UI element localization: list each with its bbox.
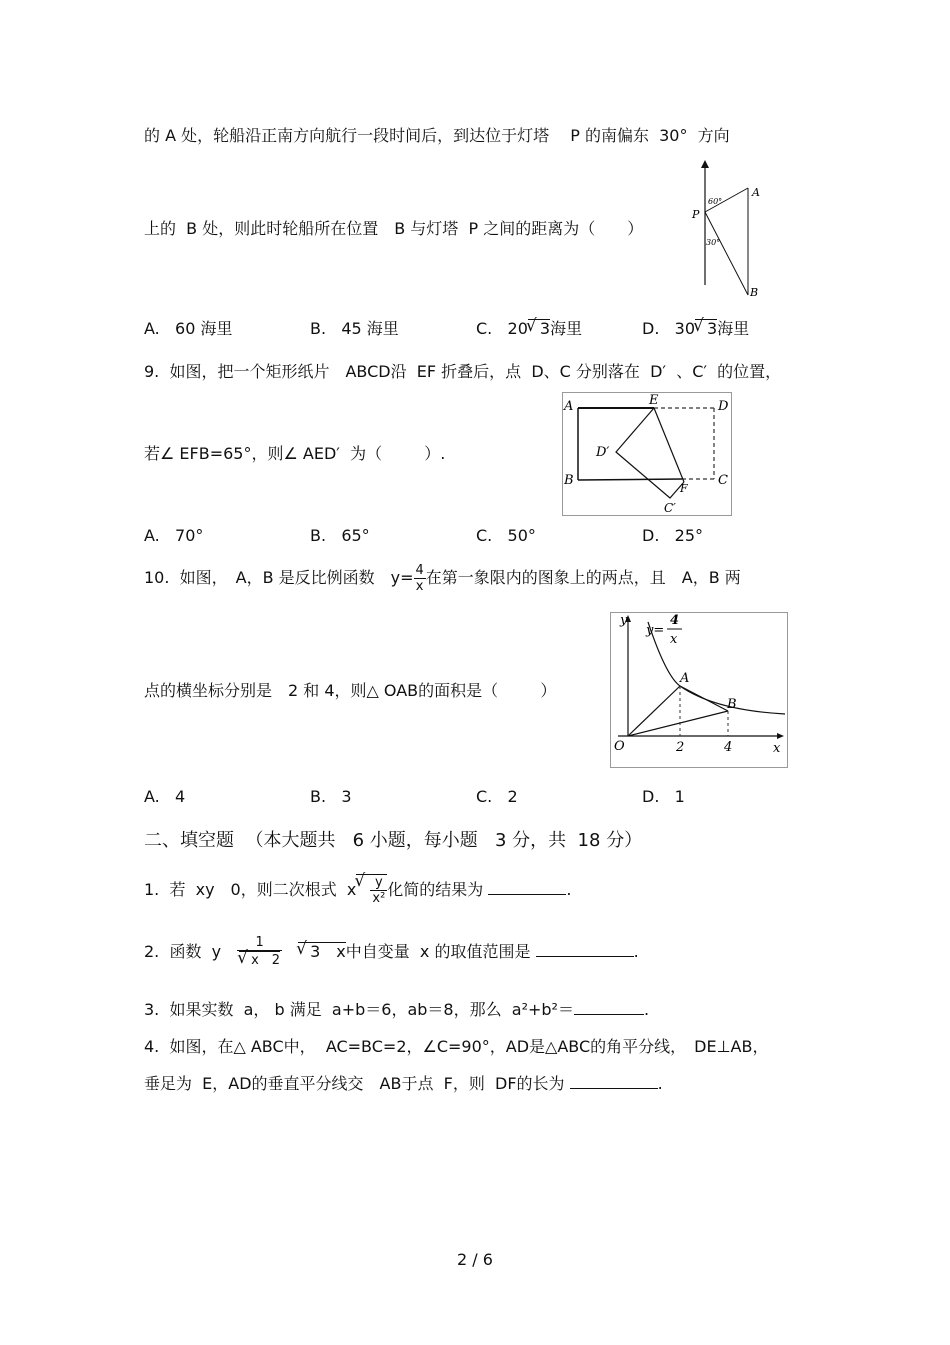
q10-curve-eq: y= [646, 623, 665, 638]
q9-label-a: A [564, 399, 574, 414]
q8-label-b: B [750, 286, 759, 299]
hyperbola-curve [648, 622, 785, 714]
q10-option-b: B. 3 [310, 787, 352, 806]
q10-figure [610, 612, 788, 768]
q10-tick-4: 4 [724, 740, 733, 755]
q10-label-o: O [614, 739, 625, 754]
q10-fraction: $\frac{4}{x}$ [415, 563, 424, 594]
q9-label-d: D [718, 399, 729, 414]
q10-line-2: 点的横坐标分别是 2 和 4，则△ OAB的面积是（ ） [144, 681, 557, 700]
fill-q1: 1. 若 xy 0，则二次根式 x √ $\frac{y}{\text{x²}}$ 化简的结果为 . [144, 872, 571, 908]
q9-option-c: C. 50° [476, 526, 536, 545]
q8-label-p: P [692, 208, 700, 221]
fill-q3-blank [574, 1000, 644, 1015]
q8-option-a: A. 60 海里 [144, 319, 233, 338]
q9-label-c: C [718, 473, 728, 488]
q8-option-d: D. 30√ 3海里 [642, 319, 749, 339]
q9-label-e: E [649, 393, 659, 408]
q10-label-b: B [727, 697, 737, 712]
q10-curve-den: x [670, 632, 678, 647]
x-axis-arrow-icon [777, 733, 784, 739]
q9-option-d: D. 25° [642, 526, 704, 545]
q10-option-a: A. 4 [144, 787, 186, 806]
section-2-title: 二、填空题 （本大题共 6 小题，每小题 3 分，共 18 分） [144, 830, 643, 851]
q10-option-d: D. 1 [642, 787, 685, 806]
q8-angle-60: 60° [708, 197, 723, 206]
q8-line-1: 的 A 处，轮船沿正南方向航行一段时间后，到达位于灯塔 P 的南偏东 30° 方向 [144, 126, 730, 145]
page-number: 2 / 6 [457, 1250, 493, 1269]
fill-q1-blank [488, 880, 566, 895]
q9-option-b: B. 65° [310, 526, 370, 545]
q8-option-c: C. 20√ 3海里 [476, 319, 582, 339]
north-arrow-icon [701, 160, 709, 168]
q10-label-x: x [773, 741, 781, 756]
fill-q4-line-2: 垂足为 E，AD的垂直平分线交 AB于点 F，则 DF的长为 . [144, 1074, 663, 1093]
q8-label-a: A [752, 186, 760, 199]
q9-option-a: A. 70° [144, 526, 204, 545]
fill-q4-blank [570, 1074, 658, 1089]
fill-q2: 2. 函数 y 1 √ x 2 √ 3 x中自变量 x 的取值范围是 . [144, 930, 639, 974]
q10-line-1: 10. 如图， A，B 是反比例函数 y= $\frac{4}{x}$ 在第一象限内的图象上的两点，且 A，B 两 [144, 563, 741, 594]
q9-label-f: F [680, 482, 688, 495]
q8-angle-30: 30° [706, 238, 721, 247]
q10-label-a: A [680, 671, 690, 686]
q9-line-1: 9. 如图，把一个矩形纸片 ABCD沿 EF 折叠后，点 D、C 分别落在 D′ 、C′ 的位置， [144, 362, 782, 381]
q8-figure [690, 160, 780, 305]
q9-label-dprime: D′ [596, 445, 610, 460]
q8-option-b: B. 45 海里 [310, 319, 399, 338]
q9-label-cprime: C′ [664, 501, 676, 515]
q9-line-2: 若∠ EFB=65°，则∠ AED′ 为（ ）. [144, 444, 446, 463]
q10-tick-2: 2 [676, 740, 685, 755]
q10-label-y: y [620, 613, 628, 628]
q10-option-c: C. 2 [476, 787, 518, 806]
fill-q4-line-1: 4. 如图，在△ ABC中， AC=BC=2，∠C=90°，AD是△ABC的角平分线， DE⊥AB， [144, 1037, 769, 1056]
q10-curve-num: 4 [670, 613, 680, 628]
q9-figure [562, 392, 732, 516]
q8-line-2: 上的 B 处，则此时轮船所在位置 B 与灯塔 P 之间的距离为（ ） [144, 219, 644, 238]
fill-q3: 3. 如果实数 a， b 满足 a+b＝6，ab＝8，那么 a²+b²＝ . [144, 1000, 650, 1019]
q9-label-b: B [564, 473, 574, 488]
fill-q2-blank [536, 942, 634, 957]
